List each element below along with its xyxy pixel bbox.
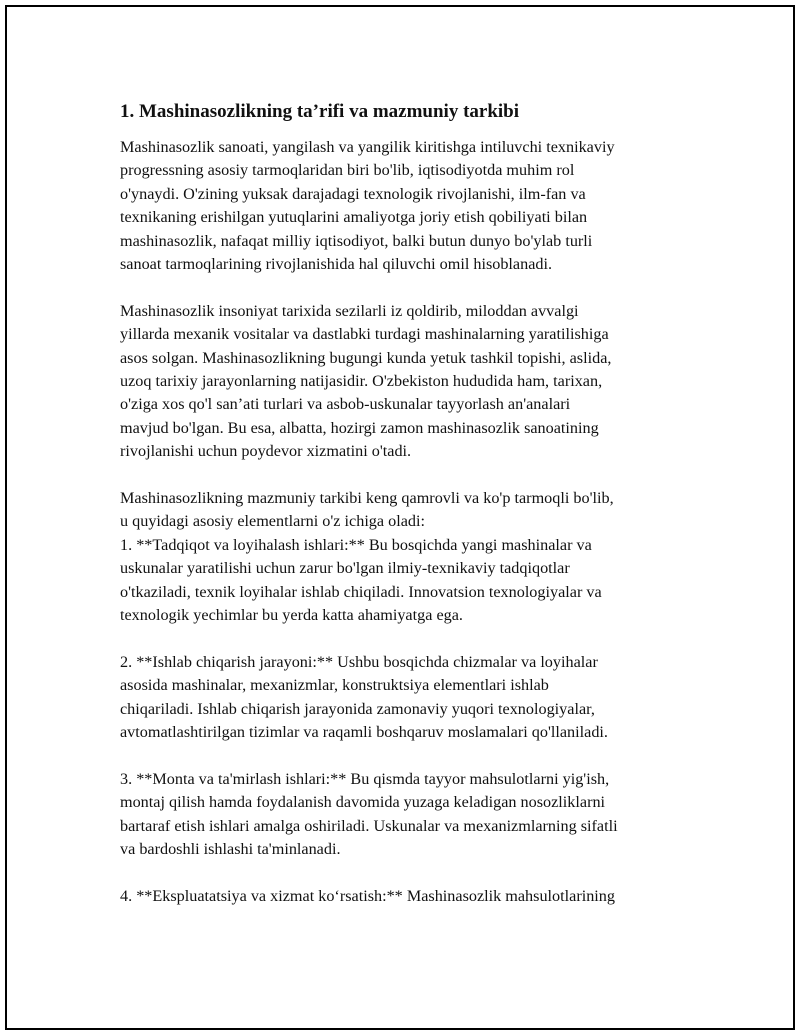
section-heading: 1. Mashinasozlikning ta’rifi va mazmuniy tarkibi <box>120 101 520 122</box>
list-item-4 <box>120 885 700 908</box>
paragraph-gap <box>120 745 700 768</box>
text-line: texnikaning erishilgan yutuqlarini amaliyotga joriy etish qobiliyati bilan <box>120 208 588 227</box>
text-line: uzoq tarixiy jarayonlarning natijasidir. O'zbekiston hududida ham, tarixan, <box>120 372 603 391</box>
text-line: mashinasozlik, nafaqat milliy iqtisodiyot, balki butun dunyo bo'ylab turli <box>120 231 593 250</box>
paragraph-gap <box>120 862 700 885</box>
paragraph-2 <box>120 300 700 464</box>
text-line: asos solgan. Mashinasozlikning bugungi kunda yetuk tashkil topishi, aslida, <box>120 348 612 367</box>
page-frame <box>5 5 795 1030</box>
text-line: o'tkaziladi, texnik loyihalar ishlab chiqiladi. Innovatsion texnologiyalar va <box>120 582 602 601</box>
text-line: mavjud bo'lgan. Bu esa, albatta, hozirgi zamon mashinasozlik sanoatining <box>120 418 599 437</box>
text-line: avtomatlashtirilgan tizimlar va raqamli boshqaruv moslamalari qo'llaniladi. <box>120 723 608 742</box>
text-line: o'ziga xos qo'l san’ati turlari va asbob-uskunalar tayyorlash an'analari <box>120 395 571 414</box>
text-line: Mashinasozlik insoniyat tarixida sezilarli iz qoldirib, miloddan avvalgi <box>120 301 579 320</box>
text-line: texnologik yechimlar bu yerda katta ahamiyatga ega. <box>120 606 463 625</box>
text-line: o'ynaydi. O'zining yuksak darajadagi texnologik rivojlanishi, ilm-fan va <box>120 184 586 203</box>
text-line: chiqariladi. Ishlab chiqarish jarayonida zamonaviy yuqori texnologiyalar, <box>120 699 595 718</box>
text-line: rivojlanishi uchun poydevor xizmatini o'tadi. <box>120 442 412 461</box>
text-line: u quyidagi asosiy elementlarni o'z ichiga oladi: <box>120 512 426 531</box>
text-line: progressning asosiy tarmoqlaridan biri bo'lib, iqtisodiyotda muhim rol <box>120 161 575 180</box>
text-line: uskunalar yaratilishi uchun zarur bo'lgan ilmiy-texnikaviy tadqiqotlar <box>120 559 570 578</box>
paragraph-gap <box>120 628 700 651</box>
text-line: sanoat tarmoqlarining rivojlanishida hal qiluvchi omil hisoblanadi. <box>120 255 553 274</box>
list-item-1: 1. **Tadqiqot va loyihalash ishlari:** Bu bosqichda yangi mashinalar va <box>120 535 592 554</box>
text-line: va bardoshli ishlashi ta'minlanadi. <box>120 840 341 859</box>
paragraph-1 <box>120 136 700 276</box>
list-item-3 <box>120 768 700 862</box>
paragraph-3 <box>120 487 700 627</box>
paragraph-gap <box>120 464 700 487</box>
paragraph-gap <box>120 276 700 299</box>
text-line: 2. **Ishlab chiqarish jarayoni:** Ushbu bosqichda chizmalar va loyihalar <box>120 652 598 671</box>
text-line: Mashinasozlik sanoati, yangilash va yangilik kiritishga intiluvchi texnikaviy <box>120 138 615 156</box>
text-line: bartaraf etish ishlari amalga oshiriladi. Uskunalar va mexanizmlarning sifatli <box>120 816 618 835</box>
text-line: asosida mashinalar, mexanizmlar, konstruktsiya elementlari ishlab <box>120 676 549 695</box>
text-line: montaj qilish hamda foydalanish davomida yuzaga keladigan nosozliklarni <box>120 793 606 812</box>
document-body <box>120 99 700 908</box>
text-line: yillarda mexanik vositalar va dastlabki turdagi mashinalarning yaratilishiga <box>120 325 609 344</box>
text-line: 3. **Monta va ta'mirlash ishlari:** Bu qismda tayyor mahsulotlarni yig'ish, <box>120 769 610 788</box>
text-line: 4. **Ekspluatatsiya va xizmat ko‘rsatish:** Mashinasozlik mahsulotlarining <box>120 886 615 905</box>
text-line: Mashinasozlikning mazmuniy tarkibi keng qamrovli va ko'p tarmoqli bo'lib, <box>120 489 614 508</box>
list-item-2 <box>120 651 700 745</box>
